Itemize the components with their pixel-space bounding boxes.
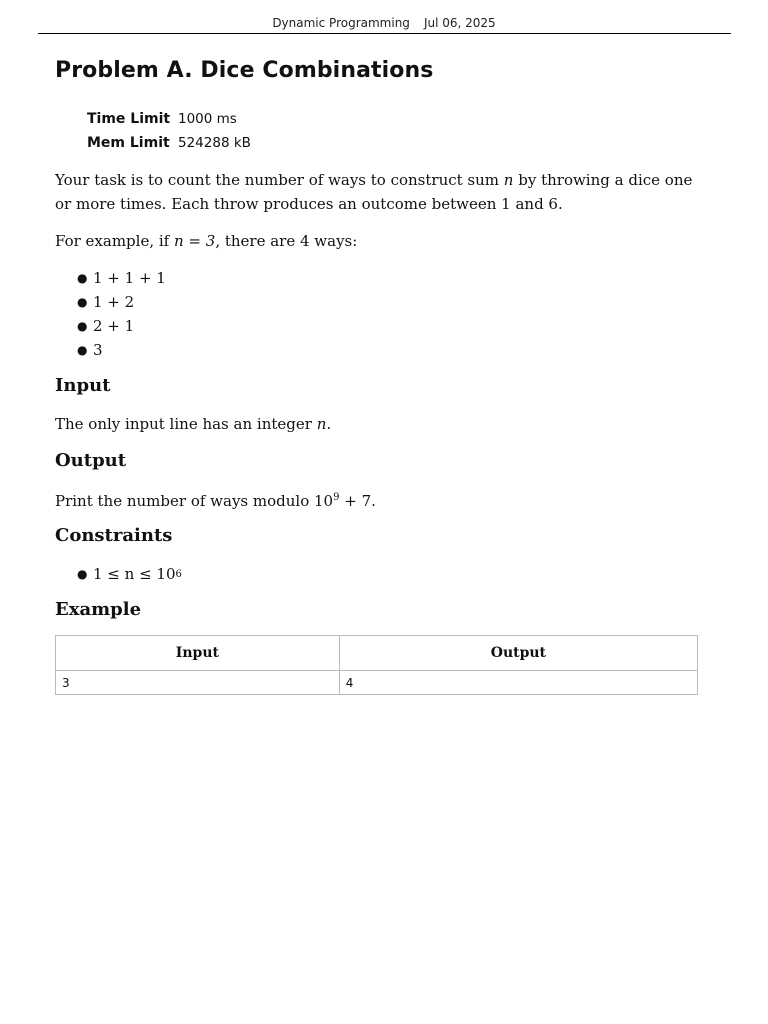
header-divider bbox=[38, 33, 731, 34]
example-output-cell: 4 bbox=[339, 671, 697, 695]
output-heading: Output bbox=[55, 450, 127, 471]
example-heading: Example bbox=[55, 599, 142, 620]
input-text: The only input line has an integer n. bbox=[55, 415, 332, 433]
input-heading: Input bbox=[55, 375, 111, 396]
example-input-cell: 3 bbox=[56, 671, 340, 695]
statement-paragraph-2: For example, if n = 3, there are 4 ways: bbox=[55, 232, 358, 250]
list-item: ● 1 ≤ n ≤ 10 6 bbox=[77, 565, 182, 583]
time-limit-value: 1000 ms bbox=[178, 111, 237, 127]
example-output-header: Output bbox=[339, 636, 697, 671]
statement-paragraph-1: Your task is to count the number of ways to construct sum n by throwing a dice one or more times. Each throw produces an outcome between 1 and 6. bbox=[55, 171, 693, 213]
example-table bbox=[55, 635, 698, 695]
constraints-list bbox=[77, 562, 182, 586]
output-text: Print the number of ways modulo $10^9 + 7$. bbox=[55, 492, 376, 510]
var-n: n bbox=[503, 171, 514, 189]
list-item: ● 1 + 2 bbox=[77, 293, 135, 311]
header-date: Jul 06, 2025 bbox=[423, 16, 496, 30]
math-n-equals-3: n = 3 bbox=[174, 232, 216, 250]
ways-list bbox=[77, 266, 166, 362]
example-input-header: Input bbox=[56, 636, 340, 671]
page-header bbox=[0, 16, 768, 30]
list-item: ● 1 + 1 + 1 bbox=[77, 269, 166, 287]
problem-title: Problem A. Dice Combinations bbox=[55, 58, 434, 83]
list-item: ● 2 + 1 bbox=[77, 317, 135, 335]
header-topic: Dynamic Programming bbox=[272, 16, 410, 30]
table-row bbox=[56, 671, 698, 695]
limits-block bbox=[87, 107, 251, 155]
constraints-heading: Constraints bbox=[55, 525, 173, 546]
mem-limit-label: Mem Limit bbox=[87, 135, 170, 151]
time-limit-label: Time Limit bbox=[87, 111, 171, 127]
mem-limit-value: 524288 kB bbox=[178, 135, 251, 151]
list-item: ● 3 bbox=[77, 341, 103, 359]
